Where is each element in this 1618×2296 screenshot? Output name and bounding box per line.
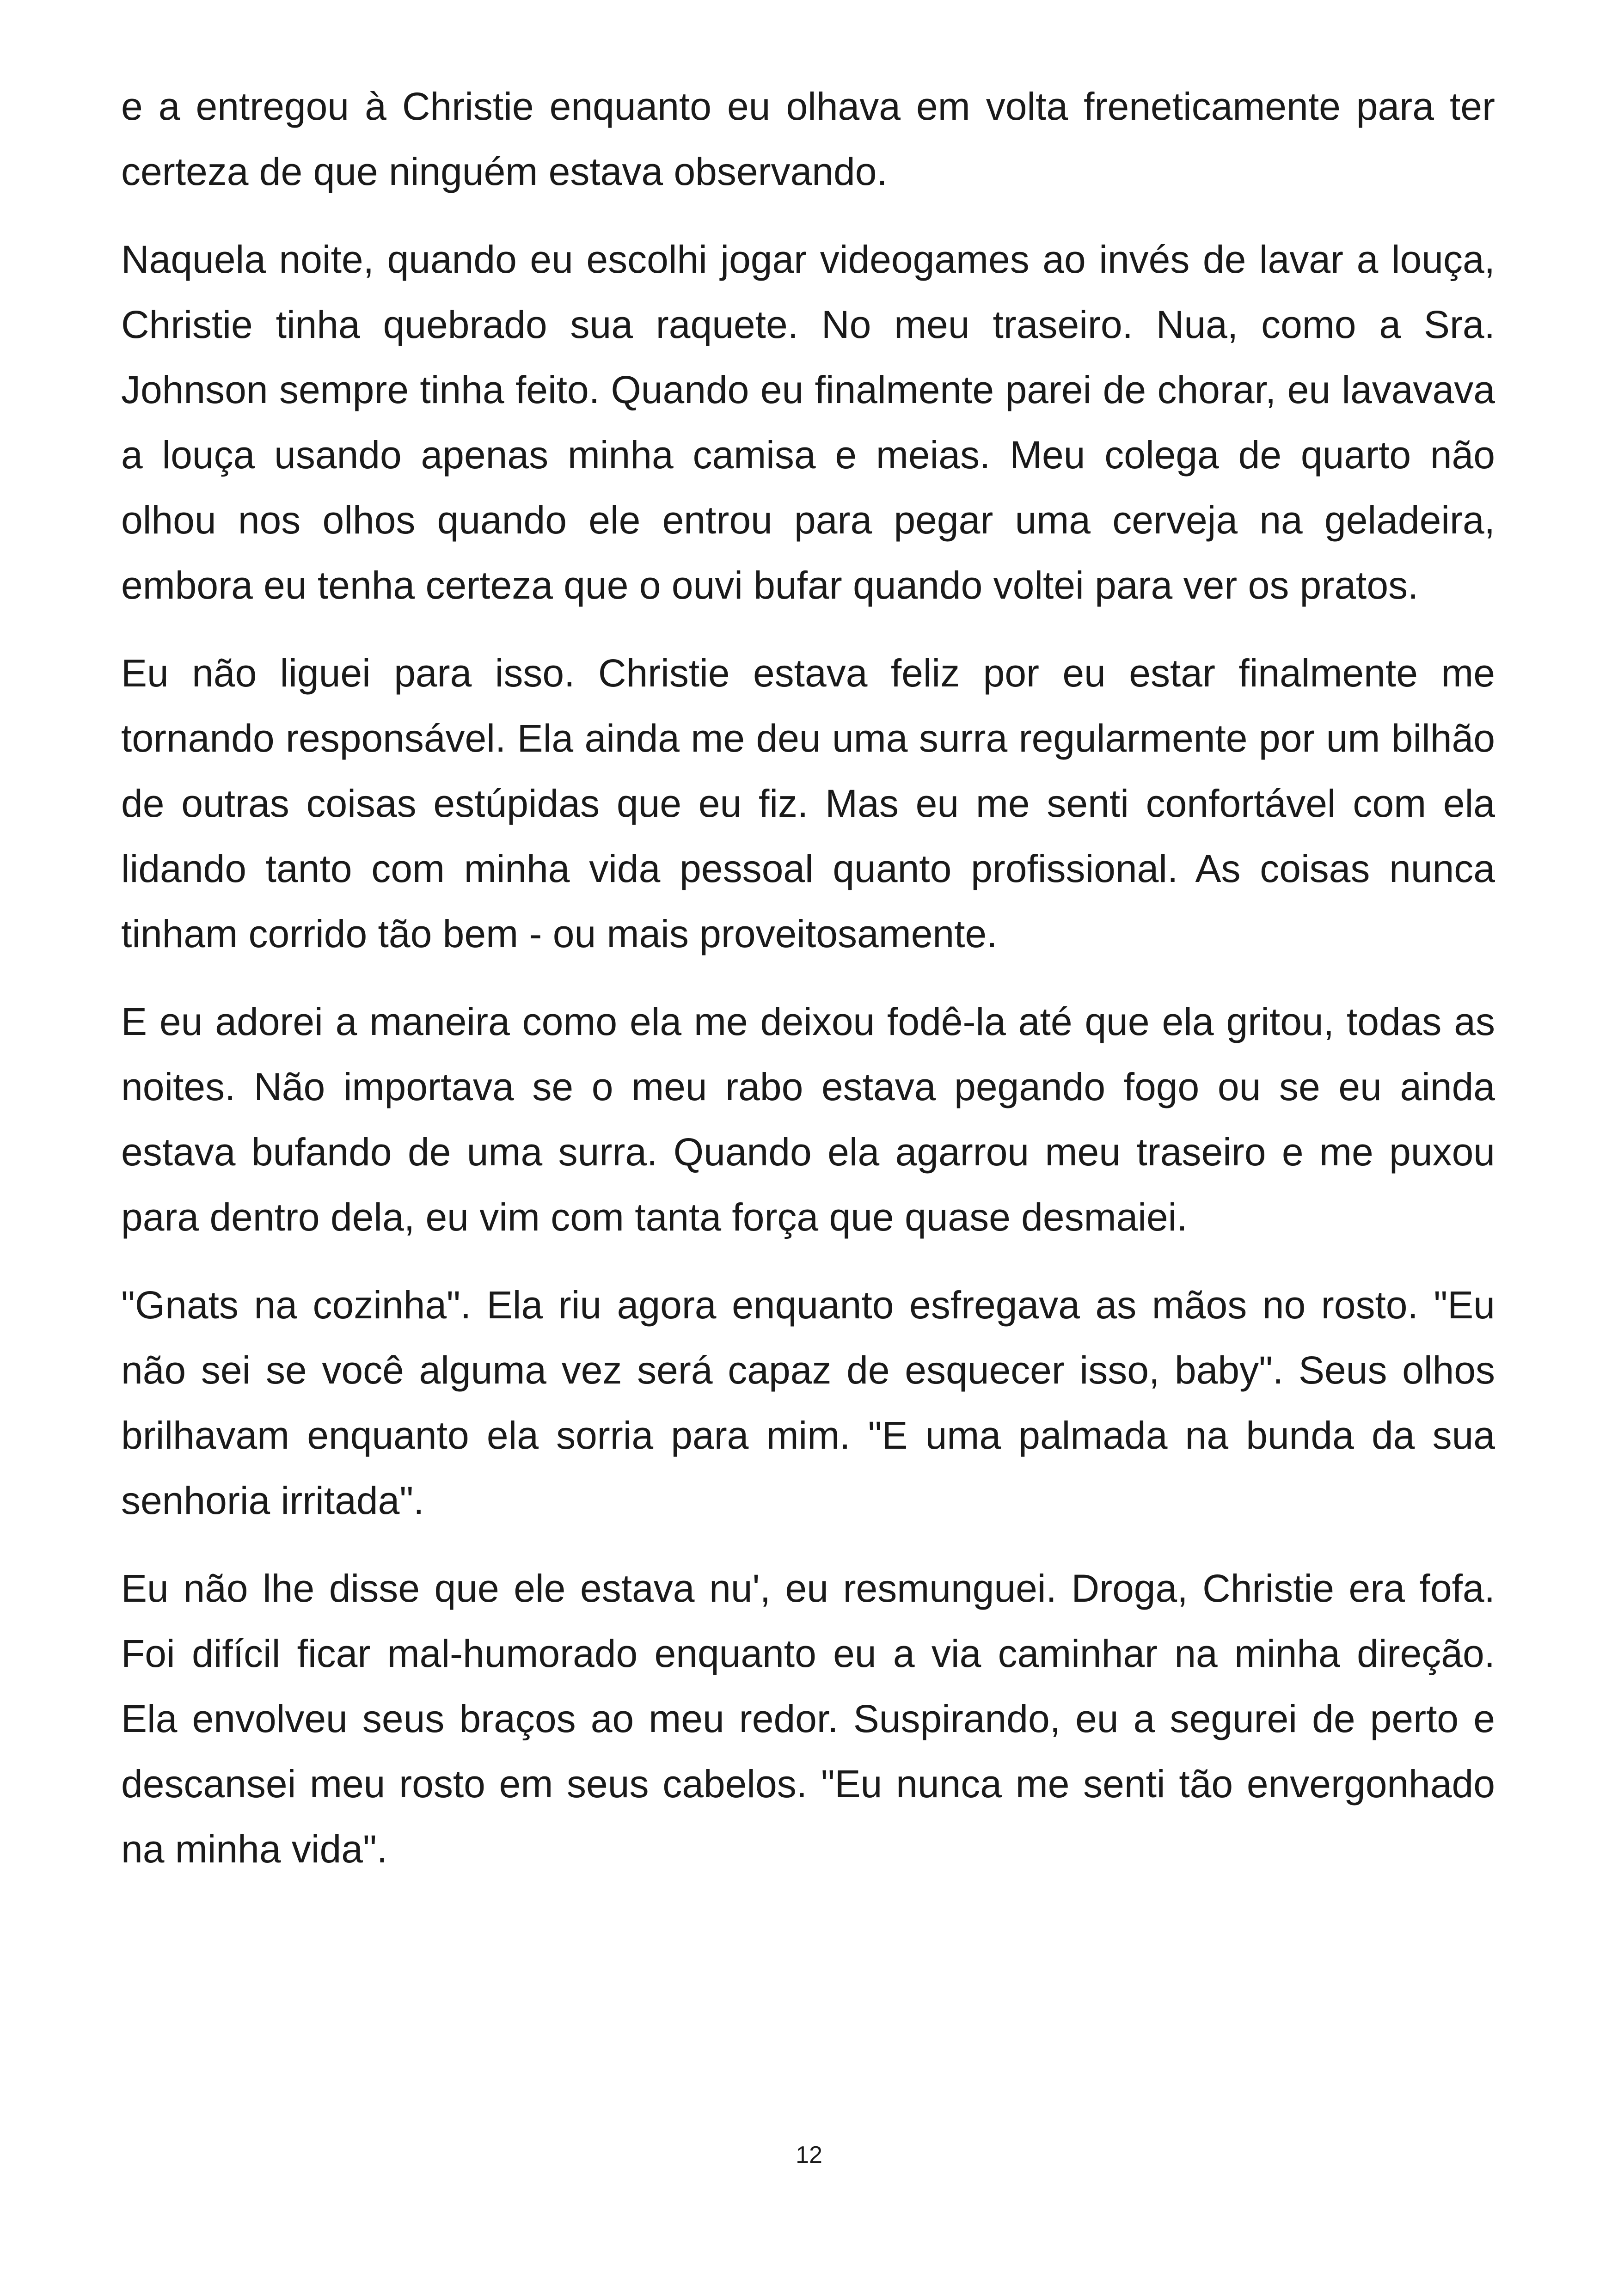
paragraph-5: "Gnats na cozinha". Ela riu agora enquanto esfregava as mãos no rosto. "Eu não sei se você alguma vez será capaz de esquecer isso, baby". Seus olhos brilhavam enquanto ela sorria para mim. "E uma palmada na bunda da sua senhoria irritada". bbox=[121, 1283, 1495, 1522]
body-text bbox=[121, 74, 1495, 1904]
paragraph-1: e a entregou à Christie enquanto eu olhava em volta freneticamente para ter certeza de que ninguém estava observando. bbox=[121, 85, 1495, 193]
paragraph-6: Eu não lhe disse que ele estava nu', eu resmunguei. Droga, Christie era fofa. Foi difícil ficar mal-humorado enquanto eu a via caminhar na minha direção. Ela envolveu seus braços ao meu redor. Suspirando, eu a segurei de perto e descansei meu rosto em seus cabelos. "Eu nunca me senti tão envergonhado na minha vida". bbox=[121, 1567, 1495, 1871]
page-number: 12 bbox=[796, 2142, 822, 2168]
paragraph-4: E eu adorei a maneira como ela me deixou fodê-la até que ela gritou, todas as noites. Não importava se o meu rabo estava pegando fogo ou se eu ainda estava bufando de uma surra. Quando ela agarrou meu traseiro e me puxou para dentro dela, eu vim com tanta força que quase desmaiei. bbox=[121, 1000, 1495, 1239]
paragraph-2: Naquela noite, quando eu escolhi jogar videogames ao invés de lavar a louça, Christie tinha quebrado sua raquete. No meu traseiro. Nua, como a Sra. Johnson sempre tinha feito. Quando eu finalmente parei de chorar, eu lavavava a louça usando apenas minha camisa e meias. Meu colega de quarto não olhou nos olhos quando ele entrou para pegar uma cerveja na geladeira, embora eu tenha certeza que o ouvi bufar quando voltei para ver os pratos. bbox=[121, 238, 1495, 607]
paragraph-3: Eu não liguei para isso. Christie estava feliz por eu estar finalmente me tornando responsável. Ela ainda me deu uma surra regularmente por um bilhão de outras coisas estúpidas que eu fiz. Mas eu me senti confortável com ela lidando tanto com minha vida pessoal quanto profissional. As coisas nunca tinham corrido tão bem - ou mais proveitosamente. bbox=[121, 651, 1495, 955]
